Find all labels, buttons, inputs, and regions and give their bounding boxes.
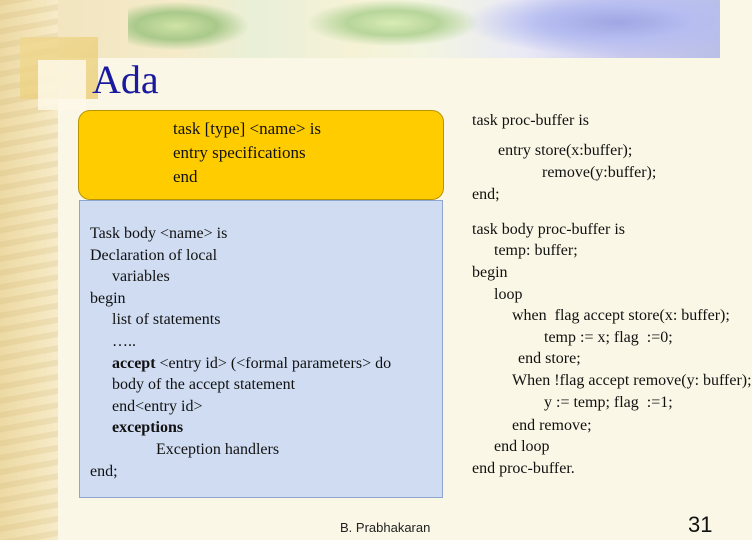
spec-line: entry specifications: [173, 143, 306, 162]
code-text: Exception handlers: [156, 440, 280, 458]
body-line: [90, 374, 391, 396]
example-code-line: end proc-buffer.: [472, 460, 575, 477]
body-line: [90, 353, 391, 375]
body-line: [90, 223, 391, 245]
banner-decoration: [468, 0, 718, 56]
task-spec-box: [78, 110, 444, 200]
task-spec-text: [173, 117, 321, 189]
example-code-line: end store;: [518, 350, 581, 367]
code-text: …..: [112, 332, 136, 350]
banner-decoration: [128, 2, 248, 50]
code-text: Declaration of local: [90, 246, 218, 264]
example-code-line: remove(y:buffer);: [542, 164, 657, 181]
proc-buffer-example: [472, 112, 752, 482]
example-code-line: When !flag accept remove(y: buffer);: [512, 372, 752, 389]
keyword: accept: [112, 354, 156, 372]
example-code-line: loop: [494, 286, 523, 303]
code-text: begin: [90, 289, 126, 307]
spec-line: task [type] <name> is: [173, 119, 322, 138]
code-text: Task body <name> is: [90, 225, 228, 242]
banner-decoration: [308, 0, 478, 46]
spec-line: end: [173, 167, 198, 186]
slide-page-number: 31: [688, 512, 713, 537]
task-body-box: [79, 200, 443, 498]
example-code-line: entry store(x:buffer);: [498, 142, 633, 159]
body-line: [90, 245, 391, 267]
code-text: body of the accept statement: [112, 376, 296, 394]
body-line: [90, 309, 391, 331]
code-text: end<entry id>: [112, 397, 203, 415]
task-body-text: [90, 223, 391, 482]
example-code-line: end;: [472, 186, 500, 203]
body-line: [90, 461, 391, 483]
slide-title: Ada: [92, 57, 159, 102]
body-line: [90, 439, 391, 461]
body-line: [90, 288, 391, 310]
example-code-line: task body proc-buffer is: [472, 221, 625, 238]
example-code-line: y := temp; flag :=1;: [544, 394, 673, 411]
code-text: end;: [90, 462, 118, 480]
code-text: list of statements: [112, 311, 221, 329]
body-line: [90, 266, 391, 288]
body-line: [90, 396, 391, 418]
code-text: <entry id> (<formal parameters> do: [155, 354, 392, 372]
decorative-top-banner: [58, 0, 720, 58]
example-code-line: when flag accept store(x: buffer);: [512, 307, 730, 324]
example-code-line: end remove;: [512, 417, 592, 434]
slide-footer-author: B. Prabhakaran: [340, 520, 431, 535]
decorative-corner-square: [38, 60, 86, 110]
example-code-line: task proc-buffer is: [472, 112, 589, 129]
example-code-line: temp: buffer;: [494, 242, 578, 259]
code-text: variables: [112, 268, 170, 286]
body-line: [90, 417, 391, 439]
example-code-line: begin: [472, 264, 508, 281]
keyword: exceptions: [112, 419, 184, 437]
example-code-line: end loop: [494, 438, 550, 455]
body-line: [90, 331, 391, 353]
example-code-line: temp := x; flag :=0;: [544, 329, 673, 346]
